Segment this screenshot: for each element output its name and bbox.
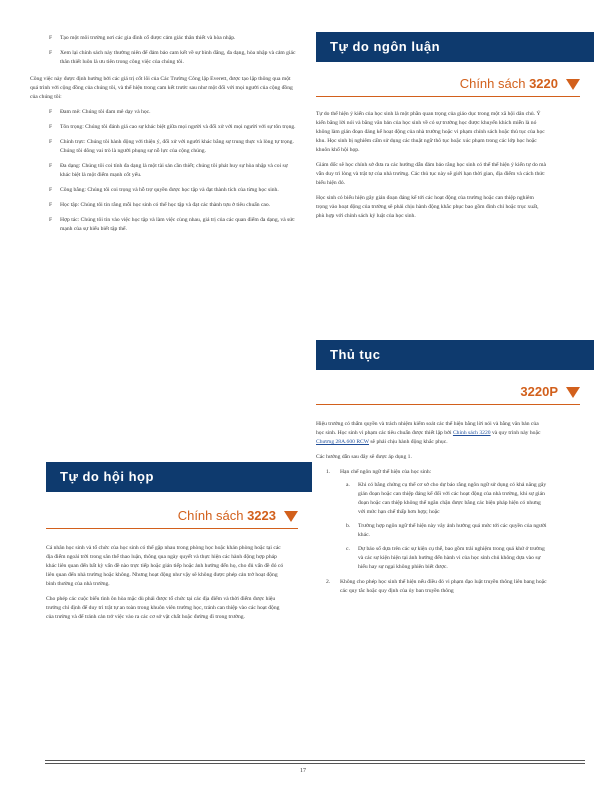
section-title: Thủ tục (330, 347, 381, 362)
policy-label: Chính sách (459, 76, 530, 91)
procedure-heading (312, 382, 580, 402)
procedure-body (316, 420, 548, 602)
procedure-guide: Các hướng dẫn sau đây sẽ được áp dụng 1. (316, 454, 412, 460)
footer-divider (45, 763, 585, 764)
section-banner-procedure (316, 340, 594, 370)
section-divider (316, 96, 580, 97)
sub-list (346, 481, 548, 572)
section-divider (46, 528, 298, 529)
values-intro: Công việc này được định hướng bởi các giá trị cốt lõi của Các Trường Công lập Everett, được tạo lập thông qua một quá trình với cộng đồng của chúng tôi, và thể hiện trong cam kết trước sau như một đối với mọi người của cộng đồng của chúng tôi: (30, 76, 293, 100)
section-title: Tự do hội họp (60, 469, 154, 484)
footer-divider (45, 760, 585, 761)
list-item: b. Trường hợp ngôn ngữ thể hiện này vây ảnh hưởng quá mức tới các quyền của người khác. (346, 523, 547, 538)
list-item: c. Dự báo số dựa trên các sự kiện cụ thể, bao gồm trải nghiệm trong quá khứ ở trường và các sự kiện hiện tại ảnh hưởng đến hành vi của học sinh chủ không dựa vào sự hiểu hay sự ngại không phiên biết được. (346, 546, 545, 570)
bullet-icon: F (49, 139, 53, 145)
bullet-icon: F (49, 217, 53, 223)
policy-3220-link[interactable]: Chính sách 3220 (452, 430, 491, 436)
paragraph: Giám đốc sẽ học chính sở đưa ra các hướng dẫn đảm bảo rằng học sinh có thể thể hiện ý kiến tự do mà vẫn duy trì lòng và trật tự của nhà trường. Các thủ tục này sẽ giới hạn thời gian, địa điểm và cách thức biểu hiện đó. (316, 162, 546, 186)
procedure-intro: Hiệu trưởng có thẩm quyền và trách nhiệm kiểm soát các thể hiện bằng lời nói và bằng văn bản của học sinh. Học sinh vi phạm các tiêu chuẩn được thiết lập bởi Chính sách 3220 và quy trình này hoặc Chương 28A.600 RCW sẽ phải chịu hành động khắc phục. (316, 421, 541, 445)
paragraph: Học sinh có biểu hiện gây gián đoạn đáng kể tới các hoạt động của trường hoặc can thiệp nghiêm trọng vào hoạt động của trường sẽ phải chịu hành động khắc phục bao gồm đình chỉ hoặc trục xuất, phù hợp với chính sách kỷ luật của học sinh. (316, 195, 539, 219)
assembly-body (46, 544, 286, 628)
policy-number: 3220 (529, 76, 558, 91)
paragraph: Tự do thể hiện ý kiến của học sinh là một phần quan trọng của giáo dục trong một xã hội dân chủ. Ý kiến bằng lời nói và bằng văn bản của học sinh về có sự trường học được khuyến khích miễn là nó không làm gián đoạn đáng kể hoạt động của nhà trường hoặc vi phạm chính sách hoặc thủ tục của học khu. Học sinh bị nghiêm cấm sử dụng các thuật ngữ thô tục hoặc xúc phạm trong các lớp học hoặc khuôn khổ hội họp. (316, 111, 545, 153)
down-triangle-icon (566, 387, 580, 398)
list-item: F Công bằng: Chúng tôi coi trọng và hỗ trợ quyền được học tập và đạt thành tích của từng học sinh. (49, 187, 279, 193)
page-number: 17 (300, 768, 306, 774)
paragraph: Cho phép các cuộc biểu tình ôn hòa mặc dù phải được tổ chức tại các địa điểm và thời điểm được hiệu trưởng chỉ định để duy trì trật tự an toàn trong khuôn viên trường học, tránh can thiệp vào các hoạt động của trường và để tránh cản trở việc vào ra các cơ sở vật chất hoặc đường đi trong trường. (46, 596, 280, 620)
procedure-number: 3220P (520, 384, 558, 399)
list-item: 2. Không cho phép học sinh thể hiện nếu điều đó vi phạm đạo luật truyền thông liên bang hoặc các quy tắc hoặc quy định của ủy ban truyền thông (326, 579, 547, 594)
bullet-icon: F (49, 109, 53, 115)
list-item: F Xem lại chính sách này thường niên để đảm bảo cam kết về sự bình đẳng, đa dạng, hòa nhập và cảm giác thân thiết luôn là ưu tiên trong công việc của chúng tôi. (49, 50, 296, 65)
down-triangle-icon (566, 79, 580, 90)
list-item: F Tạo một môi trường nơi các gia đình cố được cảm giác thân thiết và hòa nhập. (49, 35, 236, 41)
values-list (44, 108, 298, 234)
down-triangle-icon (284, 511, 298, 522)
bullet-icon: F (49, 187, 53, 193)
list-item: a. Khi có bằng chứng cụ thể cơ sở cho dự báo rằng ngôn ngữ sử dụng có khả năng gây gián đoạn hoặc can thiệp đáng kể đối với các hoạt động của nhà trường, khi sự gián đoạn hoặc can thiệp không thể ngăn chặn được bằng các biện pháp hiện có nhưng với mức hạn chế thấp hơn hợp; hoặc (346, 482, 547, 515)
list-item: F Tôn trọng: Chúng tôi đánh giá cao sự khác biệt giữa mọi người và đối xử với mọi người với sự tôn trọng. (49, 124, 296, 130)
section-divider (316, 404, 580, 405)
bullet-icon: F (49, 124, 53, 130)
policy-heading (312, 74, 580, 94)
bullet-icon: F (49, 163, 53, 169)
rcw-chapter-link[interactable]: Chương 28A.600 RCW (316, 439, 369, 445)
policy-label: Chính sách (177, 508, 248, 523)
list-item: F Chính trực: Chúng tôi hành động với thiện ý, đối xử với người khác bằng sự trung thực và lòng tự trọng. Chúng tôi dõng vai trò là người phụng sự nỗ lực của cộng chúng. (49, 139, 294, 154)
top-bullet-list (44, 34, 298, 67)
speech-body (316, 110, 546, 227)
list-item: F Hợp tác: Chúng tôi tin vào việc học tập và làm việc cùng nhau, giá trị của các quan điểm đa dạng, và sức mạnh của sự hiểu biết tập thể. (49, 217, 295, 232)
section-title: Tự do ngôn luận (330, 39, 441, 54)
procedure-list (316, 468, 548, 596)
list-item: F Đa dạng: Chúng tôi coi tính đa dạng là một tài sản cần thiết; chúng tôi phát huy sự hòa nhập và coi sự khác biệt là một điểm mạnh cốt yếu. (49, 163, 288, 178)
bullet-icon: F (49, 35, 53, 41)
paragraph: Cá nhân học sinh và tổ chức của học sinh có thể gặp nhau trong phòng học hoặc khán phòng hoặc tại các địa điểm ngoài trời trong sân thể thao luận, thông qua ngày quyết và thực hiện các hành động hợp pháp khác liên quan đến bất kỳ vấn đề nào trực tiếp hoặc gián tiếp hoặc ảnh hưởng đến họ, cho đủ vấn đề đó có liên quan đến nhà trường hoặc không. Nhưng hoạt động như vậy sẽ không được phép cản trở hoạt động bình thường của nhà trường. (46, 545, 284, 587)
bullet-icon: F (49, 50, 53, 56)
section-banner-assembly (46, 462, 312, 492)
bullet-icon: F (49, 202, 53, 208)
left-column (30, 0, 298, 620)
list-item: F Học tập: Chúng tôi tin rằng mỗi học sinh có thể học tập và đạt các thành tựu ở tiêu chuẩn cao. (49, 202, 271, 208)
section-banner-speech (316, 32, 594, 62)
list-item: F Đam mê: Chúng tôi đam mê dạy và học. (49, 109, 151, 115)
policy-number: 3223 (247, 508, 276, 523)
list-item: 1. Hạn chế ngôn ngữ thể hiện của học sinh: a. Khi có bằng chứng cụ thể cơ sở cho dự báo rằng ngôn ngữ sử dụng có khả năng gây gián đoạn hoặc can thiệp đáng kể đối với các hoạt động của nhà trường, khi sự gián đoạn hoặc can thiệp không thể ngăn chặn được bằng các biện pháp hiện có nhưng với mức hạn chế thấp hơn hợp; hoặc b. Trường hợp ngôn ngữ thể hiện này vây ảnh hưởng quá mức tới các quyền của người khác. c. Dự báo số dựa trên các sự kiện cụ thể, bao gồm trải nghiệm trong quá khứ ở trường và các sự kiện hiện tại ảnh hưởng đến hành vi của học sinh chủ không dựa vào sự hiểu hay sự ngại không phiên biết được. (326, 469, 547, 570)
policy-heading (30, 506, 298, 526)
